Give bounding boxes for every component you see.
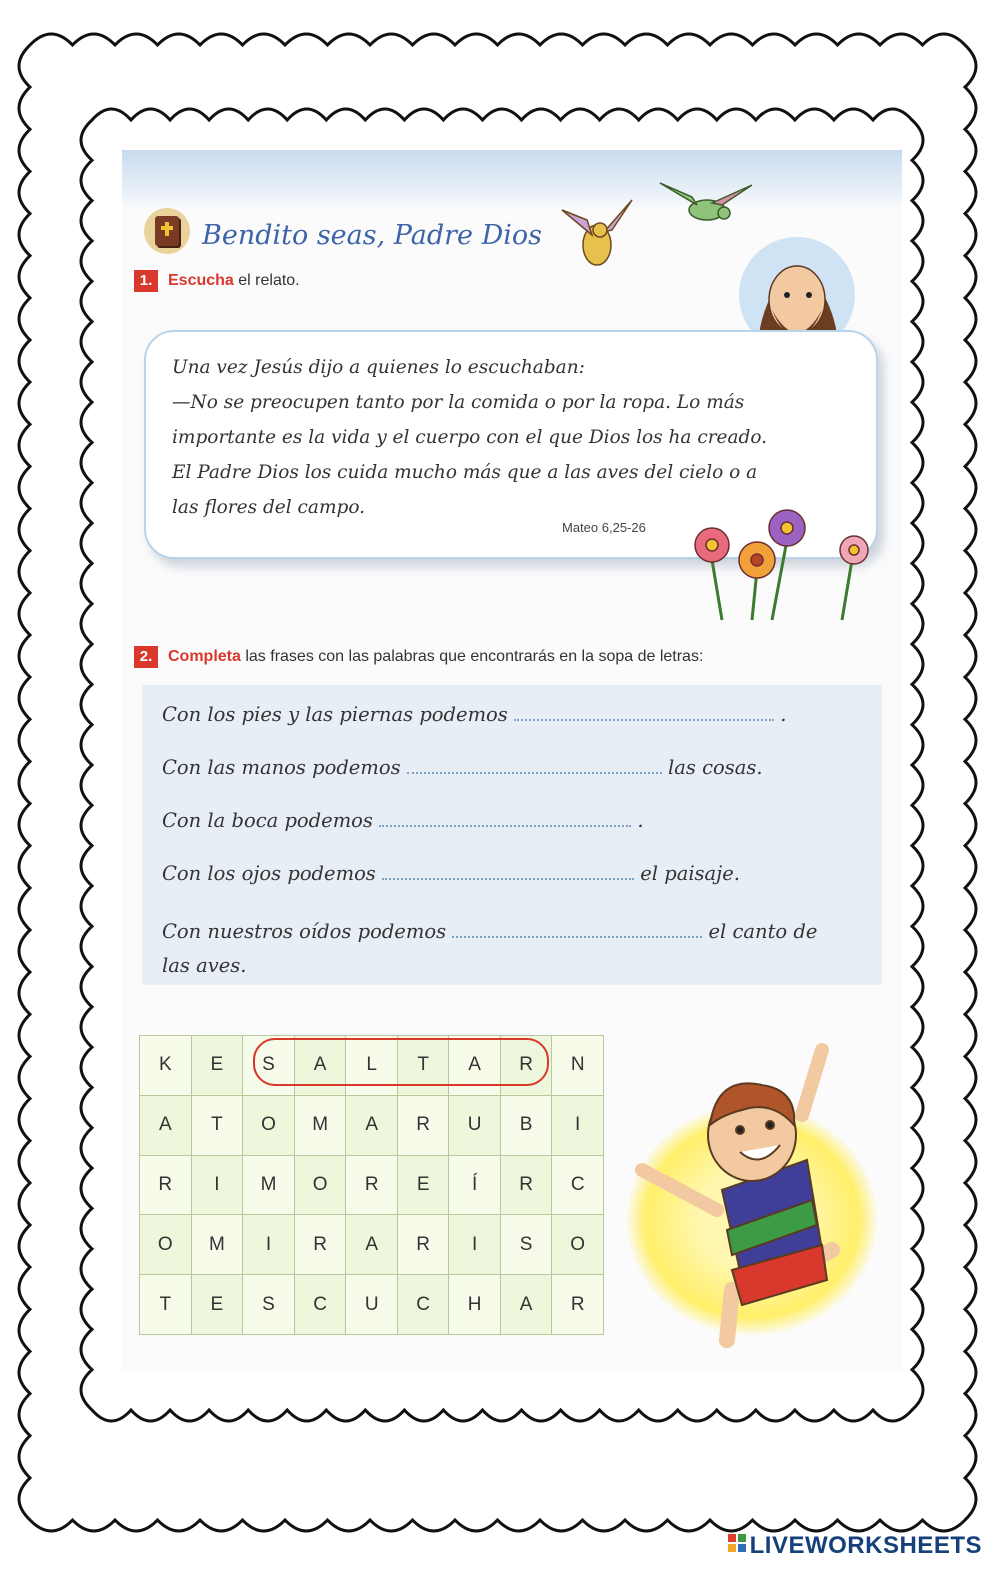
grid-cell[interactable]: M — [243, 1155, 295, 1215]
sentence-3: Con la boca podemos . — [162, 809, 644, 832]
story-line: —No se preocupen tanto por la comida o por la ropa. Lo más — [172, 392, 745, 413]
grid-cell[interactable]: A — [346, 1095, 397, 1155]
grid-cell[interactable]: T — [397, 1036, 448, 1096]
sky-band — [122, 150, 902, 210]
circled-word-saltar — [253, 1038, 549, 1086]
worksheet-page — [122, 150, 902, 1370]
grid-cell[interactable]: R — [500, 1155, 551, 1215]
grid-cell[interactable]: I — [243, 1215, 295, 1275]
answer-blank[interactable] — [379, 811, 631, 827]
grid-row — [140, 1155, 604, 1215]
task-1-number: 1. — [134, 270, 158, 292]
grid-cell[interactable]: A — [294, 1036, 346, 1096]
grid-cell[interactable]: T — [191, 1095, 243, 1155]
sentence-4: Con los ojos podemos el paisaje. — [162, 862, 740, 885]
grid-cell[interactable]: S — [500, 1215, 551, 1275]
logo-icon — [728, 1532, 748, 1556]
task-1-text: el relato. — [233, 272, 300, 289]
task-2-number: 2. — [134, 646, 158, 668]
grid-cell[interactable]: H — [449, 1275, 500, 1335]
grid-cell[interactable]: O — [243, 1095, 295, 1155]
grid-cell[interactable]: T — [140, 1275, 192, 1335]
grid-cell[interactable]: M — [294, 1095, 346, 1155]
bible-icon — [144, 208, 190, 254]
sentence-1: Con los pies y las piernas podemos . — [162, 703, 787, 726]
grid-cell[interactable]: A — [449, 1036, 500, 1096]
answer-blank[interactable] — [407, 758, 662, 774]
answer-blank[interactable] — [452, 922, 702, 938]
grid-cell[interactable]: R — [346, 1155, 397, 1215]
grid-cell[interactable]: A — [346, 1215, 397, 1275]
sentence-5: Con nuestros oídos podemos el canto de las aves. — [162, 920, 818, 977]
grid-cell[interactable]: S — [243, 1036, 295, 1096]
answer-blank[interactable] — [514, 705, 774, 721]
grid-cell[interactable]: O — [140, 1215, 192, 1275]
task-1-instruction — [168, 272, 300, 290]
grid-cell[interactable]: C — [552, 1155, 604, 1215]
grid-row — [140, 1215, 604, 1275]
grid-cell[interactable]: I — [449, 1215, 500, 1275]
grid-cell[interactable]: R — [552, 1275, 604, 1335]
grid-cell[interactable]: M — [191, 1215, 243, 1275]
grid-cell[interactable]: Í — [449, 1155, 500, 1215]
grid-cell[interactable]: U — [346, 1275, 397, 1335]
grid-cell[interactable]: I — [191, 1155, 243, 1215]
page-title: Bendito seas, Padre Dios — [202, 220, 542, 251]
task-2-text: las frases con las palabras que encontrarás en la sopa de letras: — [240, 648, 704, 665]
grid-cell[interactable]: C — [397, 1275, 448, 1335]
grid-row — [140, 1275, 604, 1335]
grid-cell[interactable]: R — [397, 1215, 448, 1275]
grid-cell[interactable]: K — [140, 1036, 192, 1096]
grid-cell[interactable]: S — [243, 1275, 295, 1335]
story-source: Mateo 6,25-26 — [562, 520, 646, 535]
grid-cell[interactable]: E — [191, 1036, 243, 1096]
grid-cell[interactable]: U — [449, 1095, 500, 1155]
bird-icon — [552, 190, 642, 275]
answer-blank[interactable] — [382, 864, 634, 880]
story-line: importante es la vida y el cuerpo con el que Dios los ha creado. — [172, 427, 768, 448]
grid-cell[interactable]: I — [552, 1095, 604, 1155]
grid-row — [140, 1095, 604, 1155]
grid-cell[interactable]: L — [346, 1036, 397, 1096]
flowers-illustration — [682, 500, 882, 625]
grid-cell[interactable]: R — [500, 1036, 551, 1096]
grid-cell[interactable]: E — [397, 1155, 448, 1215]
sentence-2: Con las manos podemos las cosas. — [162, 756, 763, 779]
grid-cell[interactable]: N — [552, 1036, 604, 1096]
grid-cell[interactable]: R — [294, 1215, 346, 1275]
grid-cell[interactable]: O — [552, 1215, 604, 1275]
story-line: Una vez Jesús dijo a quienes lo escuchaban: — [172, 357, 585, 378]
task-1-keyword: Escucha — [168, 272, 234, 289]
grid-cell[interactable]: A — [500, 1275, 551, 1335]
grid-cell[interactable]: R — [140, 1155, 192, 1215]
grid-cell[interactable]: E — [191, 1275, 243, 1335]
grid-cell[interactable]: A — [140, 1095, 192, 1155]
story-line: las flores del campo. — [172, 497, 366, 518]
grid-cell[interactable]: O — [294, 1155, 346, 1215]
task-2-keyword: Completa — [168, 648, 241, 665]
task-2-instruction — [168, 648, 703, 666]
story-text — [172, 350, 862, 525]
grid-cell[interactable]: R — [397, 1095, 448, 1155]
grid-cell[interactable]: C — [294, 1275, 346, 1335]
grid-cell[interactable]: B — [500, 1095, 551, 1155]
story-line: El Padre Dios los cuida mucho más que a las aves del cielo o a — [172, 462, 758, 483]
boy-illustration — [622, 1030, 862, 1350]
liveworksheets-logo: LIVEWORKSHEETS — [728, 1532, 982, 1560]
